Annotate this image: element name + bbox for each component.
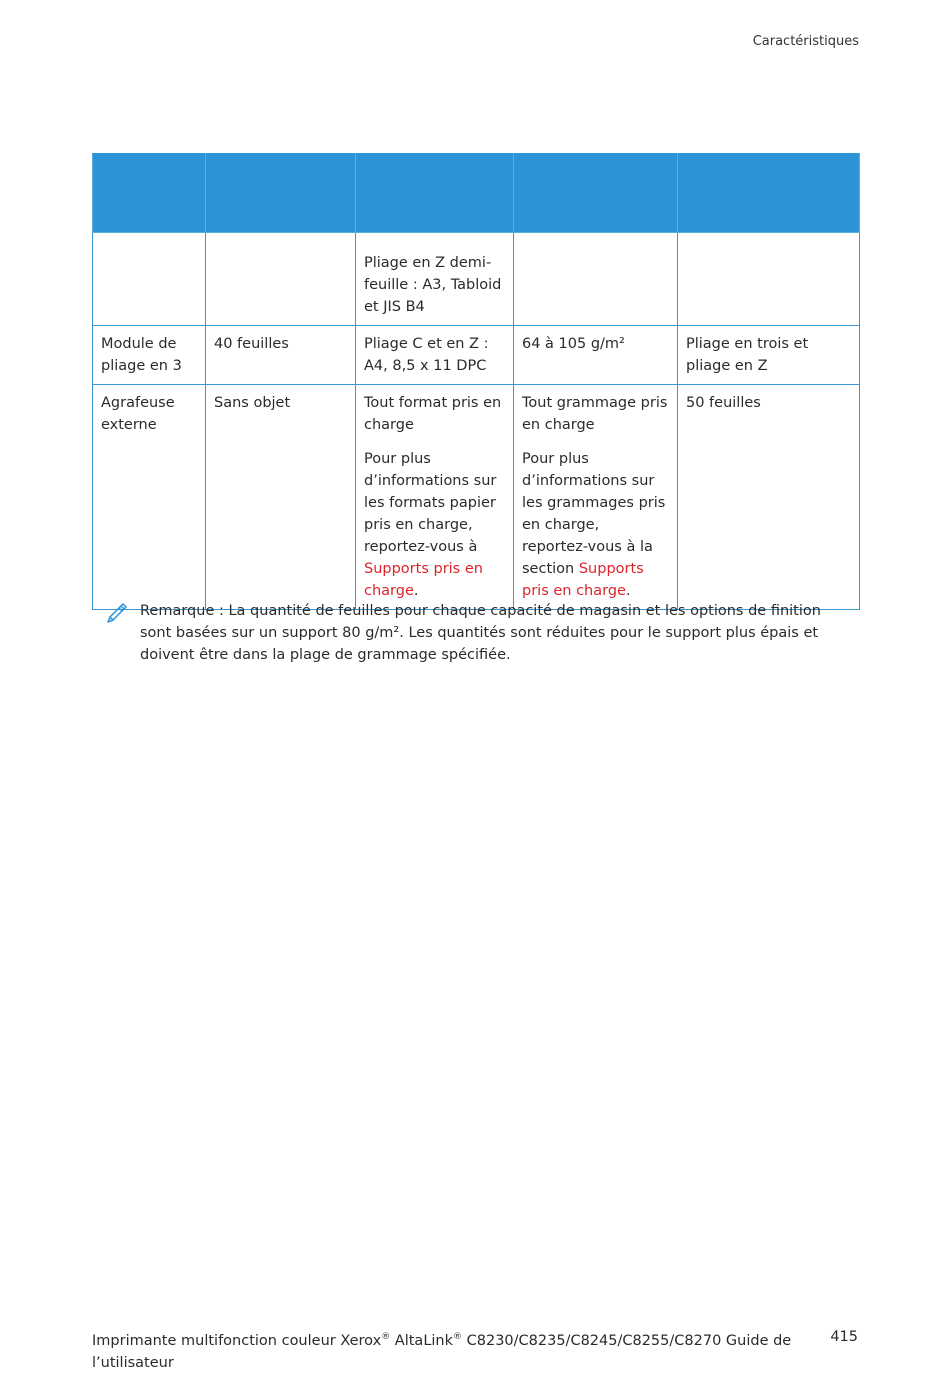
header-cell bbox=[356, 154, 514, 233]
table-cell bbox=[514, 233, 678, 326]
table-cell bbox=[356, 233, 514, 326]
table-cell: Module de pliage en 3 bbox=[93, 326, 206, 385]
registered-mark: ® bbox=[453, 1332, 463, 1342]
cell-reference bbox=[522, 448, 669, 602]
table-cell: 40 feuilles bbox=[206, 326, 356, 385]
footer-title bbox=[92, 1326, 792, 1374]
table-cell: Pliage en trois et pliage en Z bbox=[678, 326, 860, 385]
table-cell: 64 à 105 g/m² bbox=[514, 326, 678, 385]
note-block bbox=[100, 600, 850, 666]
supports-link[interactable]: Supports pris en charge bbox=[522, 561, 644, 599]
reference-suffix: . bbox=[413, 583, 419, 599]
supports-link[interactable]: Supports pris en charge bbox=[364, 561, 483, 599]
table-row bbox=[93, 385, 860, 610]
table-header-row bbox=[93, 154, 860, 233]
reference-suffix: . bbox=[625, 583, 631, 599]
pencil-icon bbox=[104, 600, 130, 626]
header-cell bbox=[206, 154, 356, 233]
table-cell bbox=[93, 233, 206, 326]
table-cell bbox=[356, 385, 514, 610]
footer-title-part: Imprimante multifonction couleur Xerox bbox=[92, 1332, 382, 1349]
cell-text: Tout grammage pris en charge bbox=[522, 395, 668, 433]
running-header: Caractéristiques bbox=[752, 34, 859, 49]
note-text: Remarque : La quantité de feuilles pour chaque capacité de magasin et les options de finition sont basées sur un support 80 g/m². Les quantités sont réduites pour le support plus épais et doivent être dans la plage de grammage spécifiée. bbox=[140, 603, 821, 663]
table-cell bbox=[678, 233, 860, 326]
table-cell: 50 feuilles bbox=[678, 385, 860, 610]
header-cell bbox=[678, 154, 860, 233]
table-cell: Pliage C et en Z : A4, 8,5 x 11 DPC bbox=[356, 326, 514, 385]
reference-text: Pour plus d’informations sur les formats papier pris en charge, reportez-vous à bbox=[364, 451, 497, 555]
table-cell: Sans objet bbox=[206, 385, 356, 610]
specifications-table bbox=[92, 153, 860, 610]
table-row bbox=[93, 233, 860, 326]
table-cell bbox=[514, 385, 678, 610]
table-cell bbox=[206, 233, 356, 326]
footer-title-part: AltaLink bbox=[390, 1332, 454, 1349]
cell-reference bbox=[364, 448, 505, 602]
table-row bbox=[93, 326, 860, 385]
cell-text: Tout format pris en charge bbox=[364, 395, 502, 433]
reference-text: Pour plus d’informations sur les grammages pris en charge, reportez-vous à la section bbox=[522, 451, 666, 577]
footer-title-part: C8230/C8235/C8245/C8255/C8270 Guide de l’utilisateur bbox=[92, 1332, 792, 1371]
page-number: 415 bbox=[830, 1329, 858, 1345]
registered-mark: ® bbox=[381, 1332, 391, 1342]
cell-text: Pliage en Z demi-feuille : A3, Tabloid et JIS B4 bbox=[364, 255, 502, 315]
table-cell: Agrafeuse externe bbox=[93, 385, 206, 610]
header-cell bbox=[93, 154, 206, 233]
header-cell bbox=[514, 154, 678, 233]
